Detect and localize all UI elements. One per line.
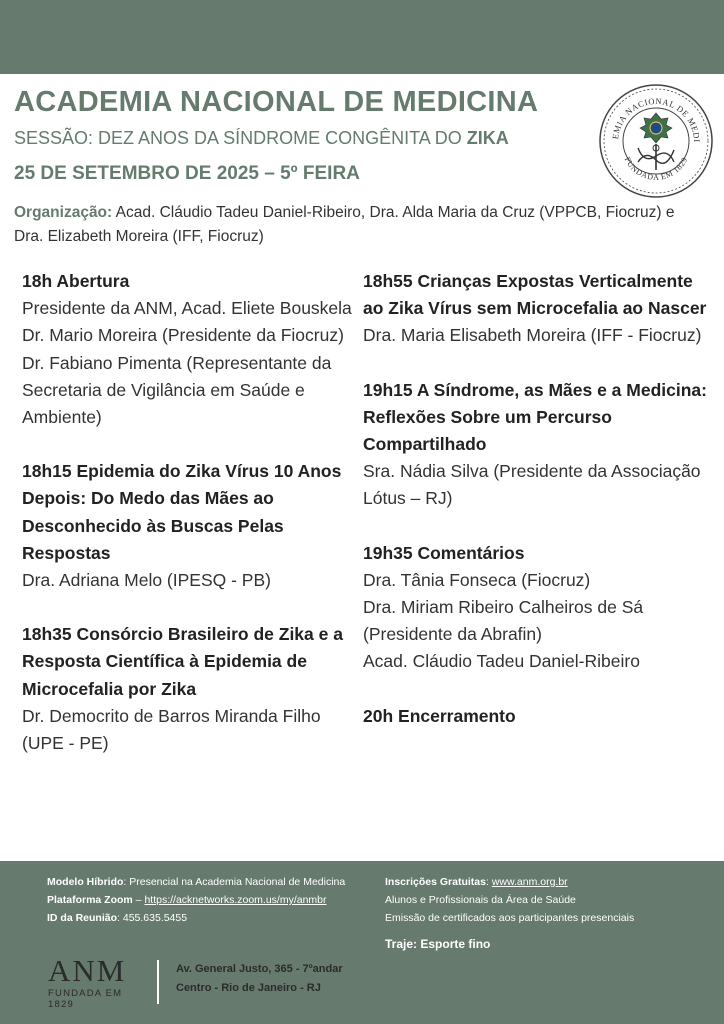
anm-logo (48, 953, 148, 1010)
schedule-item-speaker: Sra. Nádia Silva (Presidente da Associação Lótus – RJ) (363, 461, 701, 509)
certificates-text: Emissão de certificados aos participantes presenciais (385, 912, 635, 924)
schedule-item-title: 18h55 Crianças Expostas Verticalmente ao Zika Vírus sem Microcefalia ao Nascer (363, 271, 707, 319)
page-title: ACADEMIA NACIONAL DE MEDICINA (14, 86, 539, 118)
seal-icon (596, 82, 716, 200)
hybrid-mode-line (47, 873, 367, 891)
header (14, 84, 594, 186)
schedule-item-speaker: Dr. Fabiano Pimenta (Representante da Secretaria de Vigilância em Saúde e Ambiente) (22, 352, 332, 428)
schedule-item-speaker: Dra. Miriam Ribeiro Calheiros de Sá (Presidente da Abrafin) (363, 597, 644, 645)
schedule-item-speaker: Dr. Democrito de Barros Miranda Filho (UPE - PE) (22, 705, 321, 754)
organization-label: Organização: (14, 204, 113, 221)
address (176, 960, 343, 998)
address-line-2: Centro - Rio de Janeiro - RJ (176, 982, 321, 994)
audience-text: Alunos e Profissionais da Área de Saúde (385, 894, 576, 906)
schedule-item (363, 377, 708, 513)
meeting-id-line (47, 909, 367, 927)
event-date: 25 DE SETEMBRO DE 2025 – 5º FEIRA (14, 163, 360, 184)
schedule-item-title: 18h15 Epidemia do Zika Vírus 10 Anos Depois: Do Medo das Mães ao Desconhecido às Buscas Pelas Respostas (22, 461, 342, 563)
schedule-item-title: 18h Abertura (22, 271, 130, 291)
registration-link[interactable]: www.anm.org.br (491, 876, 568, 888)
address-line-1: Av. General Justo, 365 - 7ºandar (176, 963, 343, 975)
footer-divider (157, 960, 159, 1004)
schedule-item-title: 20h Encerramento (363, 705, 516, 726)
schedule-item (22, 458, 352, 594)
zoom-separator: – (132, 894, 145, 906)
registration-label: Inscrições Gratuitas (385, 876, 486, 888)
dress-code: Traje: Esporte fino (385, 937, 491, 951)
anm-logo-letters: ANM (48, 953, 127, 988)
schedule-item-title: 19h35 Comentários (363, 542, 525, 563)
schedule-item-speaker: Presidente da ANM, Acad. Eliete Bouskela (22, 298, 352, 319)
hybrid-mode-text: : Presencial na Academia Nacional de Medicina (123, 876, 346, 888)
organization-names: Acad. Cláudio Tadeu Daniel-Ribeiro, Dra. Alda Maria da Cruz (VPPCB, Fiocruz) e Dra. Elizabeth Moreira (IFF, Fiocruz) (14, 204, 675, 245)
academy-seal-logo (596, 82, 716, 200)
subtitle-text: SESSÃO: DEZ ANOS DA SÍNDROME CONGÊNITA DO (14, 128, 467, 148)
schedule-item-speaker: Dra. Tânia Fonseca (Fiocruz) (363, 569, 591, 590)
schedule-item-speaker: Dra. Adriana Melo (IPESQ - PB) (22, 570, 271, 591)
schedule-item-title: 18h35 Consórcio Brasileiro de Zika e a Resposta Científica à Epidemia de Microcefalia por Zika (22, 624, 343, 699)
registration-separator: : (485, 876, 492, 888)
schedule-item (363, 703, 708, 730)
organization-text (14, 201, 704, 249)
schedule-item (22, 268, 352, 431)
top-banner (0, 0, 724, 74)
footer-info-left (47, 873, 367, 927)
anm-logo-founded: FUNDADA EM 1829 (48, 988, 123, 1010)
footer-info-right (385, 873, 715, 953)
meeting-id-label: ID da Reunião (47, 912, 118, 924)
schedule-column-left (22, 268, 352, 784)
seal-text-bottom: FUNDADA EM 1829 (622, 155, 690, 182)
schedule-item-title: 19h15 A Síndrome, as Mães e a Medicina: Reflexões Sobre um Percurso Compartilhado (363, 379, 707, 455)
schedule-item (363, 540, 708, 676)
meeting-id-value: : 455.635.5455 (117, 912, 188, 924)
schedule-item (363, 268, 708, 350)
hybrid-mode-label: Modelo Híbrido (47, 876, 124, 888)
schedule-item-speaker: Acad. Cláudio Tadeu Daniel-Ribeiro (363, 651, 640, 672)
zoom-label: Plataforma Zoom (47, 894, 133, 906)
schedule-item (22, 621, 352, 757)
zoom-link[interactable]: https://acknetworks.zoom.us/my/anmbr (144, 894, 327, 906)
session-subtitle (14, 126, 594, 150)
subtitle-emphasis: ZIKA (466, 128, 509, 148)
registration-line (385, 873, 715, 891)
seal-text-top: EMIA NACIONAL DE MEDI (610, 95, 703, 143)
schedule-column-right (363, 268, 708, 757)
zoom-line (47, 891, 367, 909)
schedule-item-speaker: Dra. Maria Elisabeth Moreira (IFF - Fiocruz) (363, 325, 702, 346)
schedule-item-speaker: Dr. Mario Moreira (Presidente da Fiocruz) (22, 325, 344, 346)
